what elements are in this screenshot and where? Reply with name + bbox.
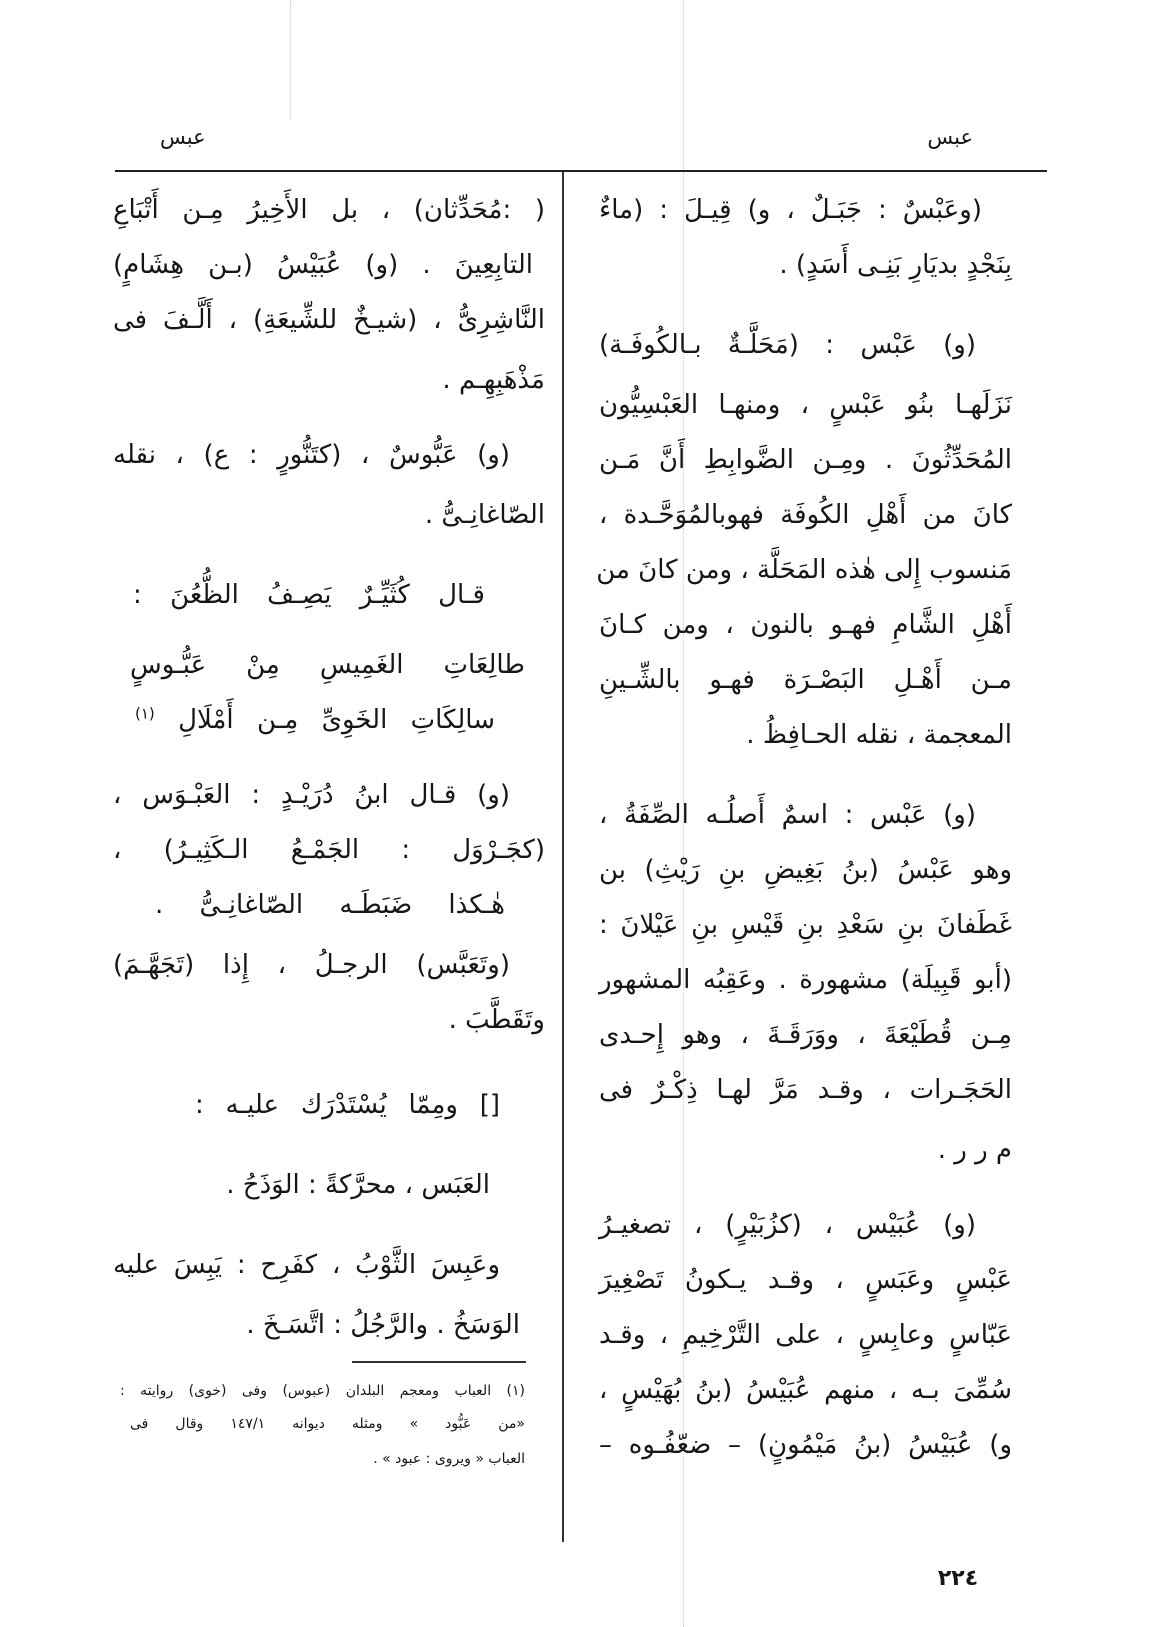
poem-verse-line (113, 693, 545, 747)
right-column-line: الحَجَـرات ، وقـد مَرَّ لهـا ذِكْـرٌ فى (599, 1075, 1012, 1105)
left-column-line: (و) عَبُّوسٌ ، (كتَنُّورٍ : ع) ، نقله (113, 440, 510, 470)
running-header-right: عبس (927, 125, 973, 149)
right-column-line: عَبْسٍ وعَبَسٍ ، وقـد يـكونُ تَصْغِيرَ (599, 1265, 1012, 1295)
right-column-line: كانَ من أَهْلِ الكُوفَة فهوبالمُوَحَّـدة ، (599, 500, 1012, 530)
right-column-line: المعجمة ، نقله الحـافِظُ . (746, 720, 1012, 750)
right-column-line: (أبو قَبِيلَة) مشهورة . وعَقِبُه المشهور (599, 965, 1012, 995)
header-rule (115, 170, 1047, 172)
left-column-line: ( :مُحَدِّثان) ، بل الأَخِيرُ مِـن أَتْبَاعِ (113, 195, 545, 225)
left-column-line: العَبَس ، محرَّكةً : الوَذَحُ . (226, 1170, 490, 1200)
footnote-rule (352, 1361, 526, 1363)
left-column-line: (وتَعَبَّس) الرجـلُ ، إِذا (تَجَهَّـمَ) (113, 950, 510, 980)
footnote-line: «من عَبُّود » ومثله ديوانه ١٤٧/١ وقال فى (130, 1416, 525, 1432)
right-column-line: م ر ر . (937, 1135, 1012, 1165)
right-column-line: مَنسوب إِلى هٰذه المَحَلَّة ، ومن كانَ من (596, 555, 1012, 585)
quotation-intro-line: قـال كُثَيِّـرٌ يَصِـفُ الظُّعُنَ : (133, 580, 485, 610)
left-column-line: (و) قـال ابنُ دُرَيْـدٍ : العَبْـوَس ، (113, 780, 510, 810)
page-number: ٢٢٤ (937, 1566, 979, 1591)
right-column-line: سُمِّىَ بـه ، منهم عُبَيْسُ (بنُ بُهَيْسٍ ، (599, 1375, 1012, 1405)
left-column-line: النَّاشِرِىُّ ، (شيـخٌ للشِّيعَةِ) ، أَلَّـفَ فى (113, 305, 545, 335)
left-column-line: الوَسَخُ . والرَّجُلُ : اتَّسَـخَ . (246, 1310, 520, 1340)
scan-artifact-line (290, 0, 291, 120)
left-column-line: (كجَـرْوَل : الجَمْـعُ الـكَثِيـرُ) ، (113, 835, 545, 865)
left-column-line: وتَقَطَّبَ . (448, 1005, 545, 1035)
right-column-line: بِنَجْدٍ بديَارِ بَنِـى أَسَدٍ) . (779, 250, 1012, 280)
right-column-line: مِـن قُطَيْعَةَ ، ووَرَقَـةَ ، وهو إِحـدى (599, 1020, 1012, 1050)
left-column-line: الصّاغانِـىُّ . (424, 500, 545, 530)
poem-verse-line: طالِعَاتِ الغَمِيسِ مِنْ عَبُّـوسٍ (130, 650, 525, 680)
footnote-marker: (١) (135, 704, 155, 723)
right-column-line: غَطَفانَ بنِ سَعْدِ بنِ قَيْسِ بنِ عَيْلانَ : (599, 910, 1012, 940)
right-column-line: (و) عَبْس : اسمٌ أَصلُـه الصِّفَةُ ، (599, 800, 976, 830)
column-divider (562, 172, 564, 1542)
right-column-line: و) عُبَيْسُ (بنُ مَيْمُونٍ) – ضعّفُـوه – (599, 1430, 1012, 1460)
footnote-line: العباب « ويروى : عبود » . (373, 1451, 525, 1467)
right-column-line: نَزَلَهـا بنُو عَبْسٍ ، ومنهـا العَبْسِيُّون (599, 390, 1012, 420)
right-column-line: وهو عَبْسُ (بنُ بَغِيضِ بنِ رَيْثِ) بن (599, 855, 1012, 885)
right-column-line: عَبّاسٍ وعابِسٍ ، على التَّرْخِيمِ ، وقـد (599, 1320, 1012, 1350)
right-column-line: مـن أَهْـلِ البَصْـرَة فهـو بالشِّـينِ (599, 665, 1012, 695)
right-column-line: المُحَدِّثُونَ . ومِـن الضَّوابِطِ أَنَّ مَـن (599, 445, 1012, 475)
left-column-line: مَذْهَبِهِـم . (442, 365, 545, 395)
right-column-line: (و) عُبَيْس ، (كزُبَيْرٍ) ، تصغيـرُ (599, 1210, 976, 1240)
right-column-line: (وعَبْسٌ : جَبَـلٌ ، و) قِيـلَ : (ماءٌ (599, 195, 982, 225)
section-heading-line: [] ومِمّا يُسْتَدْرَك عليـه : (195, 1090, 500, 1120)
right-column-line: (و) عَبْس : (مَحَلَّـةٌ بـالكُوفَـة) (599, 330, 976, 360)
running-header-left: عبس (160, 125, 206, 149)
poem-verse-text: سالِكَاتِ الخَوِىِّ مِـن أَمْلَالِ (178, 705, 496, 735)
left-column-line: وعَبِسَ الثَّوْبُ ، كفَرِح : يَبِسَ عليه (113, 1250, 500, 1280)
left-column-line: هٰـكذا ضَبَطَـه الصّاغانِـىُّ . (155, 890, 505, 920)
footnote-line: (١) العباب ومعجم البلدان (عبوس) وفى (خوى) روايته : (120, 1383, 525, 1399)
left-column-line: التابِعِينَ . (و) عُبَيْسُ (بـن هِشَامٍ) (113, 250, 533, 280)
right-column-line: أَهْلِ الشَّامِ فهـو بالنون ، ومن كـانَ (599, 610, 1012, 640)
